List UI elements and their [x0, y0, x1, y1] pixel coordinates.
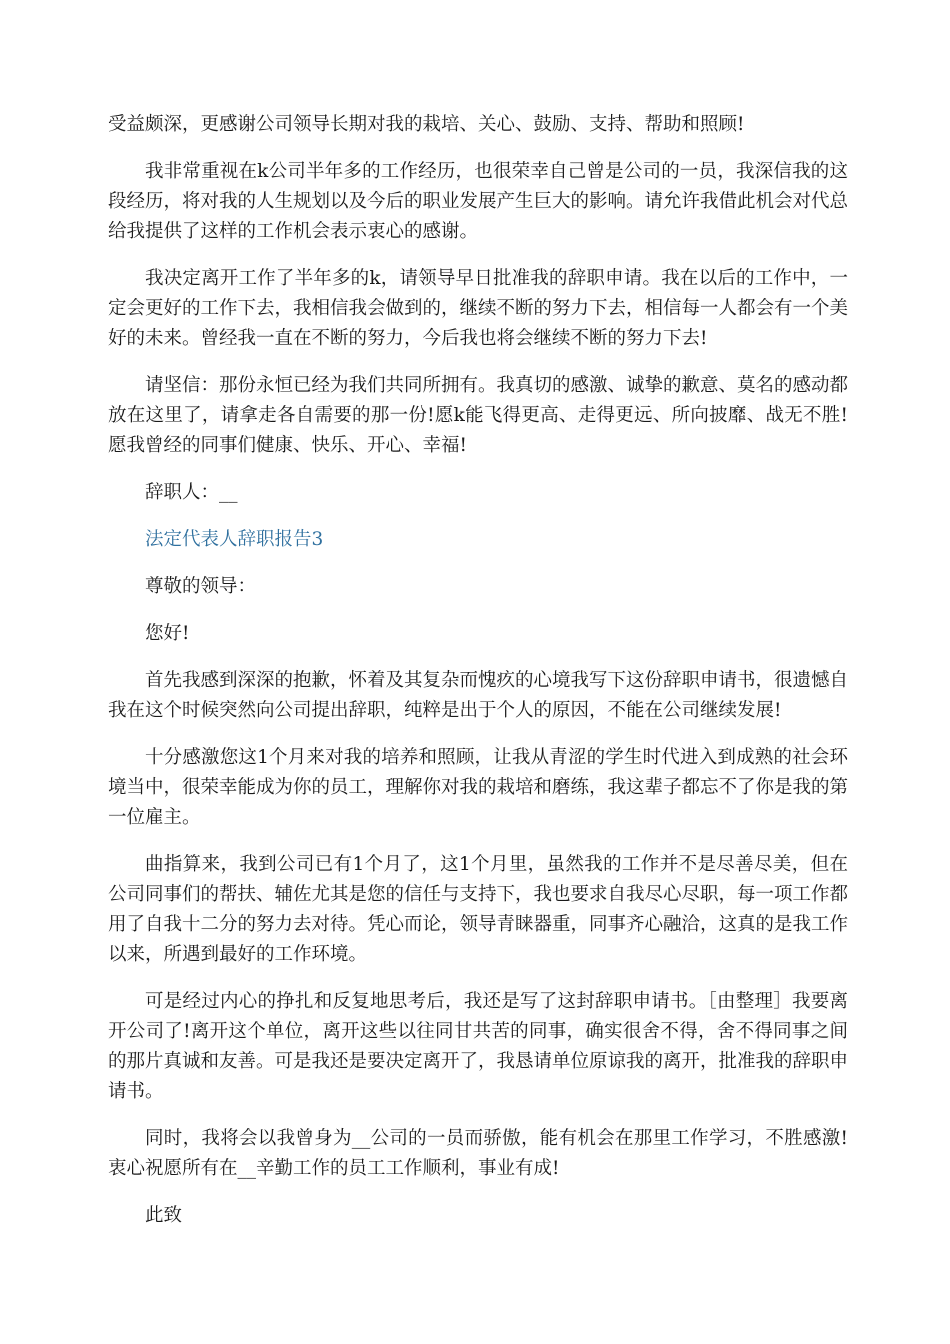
body-paragraph: 同时，我将会以我曾身为__公司的一员而骄傲，能有机会在那里工作学习，不胜感激!衷心祝愿所有在__辛勤工作的员工工作顺利，事业有成! — [108, 1128, 848, 1179]
signature-line: 辞职人：__ — [145, 482, 238, 503]
body-paragraph: 受益颇深，更感谢公司领导长期对我的栽培、关心、鼓励、支持、帮助和照顾! — [108, 114, 745, 135]
closing-line: 此致 — [145, 1205, 183, 1226]
greeting: 您好! — [145, 623, 190, 644]
body-paragraph: 曲指算来，我到公司已有1个月了，这1个月里，虽然我的工作并不是尽善尽美，但在公司同事们的帮扶、辅佐尤其是您的信任与支持下，我也要求自我尽心尽职，每一项工作都用了自我十二分的努力去对待。凭心而论，领导青睐器重，同事齐心融洽，这真的是我工作以来，所遇到最好的工作环境。 — [108, 854, 849, 965]
document-body — [108, 110, 848, 1248]
body-paragraph: 我非常重视在k公司半年多的工作经历，也很荣幸自己曾是公司的一员，我深信我的这段经历，将对我的人生规划以及今后的职业发展产生巨大的影响。请允许我借此机会对代总给我提供了这样的工作机会表示衷心的感谢。 — [108, 161, 849, 242]
body-paragraph: 我决定离开工作了半年多的k，请领导早日批准我的辞职申请。我在以后的工作中，一定会更好的工作下去，我相信我会做到的，继续不断的努力下去，相信每一人都会有一个美好的未来。曾经我一直在不断的努力，今后我也将会继续不断的努力下去! — [108, 268, 849, 349]
section-heading: 法定代表人辞职报告3 — [145, 529, 324, 550]
body-paragraph: 十分感激您这1个月来对我的培养和照顾，让我从青涩的学生时代进入到成熟的社会环境当中，很荣幸能成为你的员工，理解你对我的栽培和磨练，我这辈子都忘不了你是我的第一位雇主。 — [108, 747, 849, 828]
body-paragraph: 请坚信：那份永恒已经为我们共同所拥有。我真切的感激、诚挚的歉意、莫名的感动都放在这里了，请拿走各自需要的那一份!愿k能飞得更高、走得更远、所向披靡、战无不胜!愿我曾经的同事们健康、快乐、开心、幸福! — [108, 375, 849, 456]
salutation: 尊敬的领导： — [145, 576, 257, 597]
body-paragraph: 首先我感到深深的抱歉，怀着及其复杂而愧疚的心境我写下这份辞职申请书，很遗憾自我在这个时候突然向公司提出辞职，纯粹是出于个人的原因，不能在公司继续发展! — [108, 670, 849, 721]
body-paragraph: 可是经过内心的挣扎和反复地思考后，我还是写了这封辞职申请书。［由整理］我要离开公司了!离开这个单位，离开这些以往同甘共苦的同事，确实很舍不得，舍不得同事之间的那片真诚和友善。可是我还是要决定离开了，我恳请单位原谅我的离开，批准我的辞职申请书。 — [108, 991, 849, 1102]
